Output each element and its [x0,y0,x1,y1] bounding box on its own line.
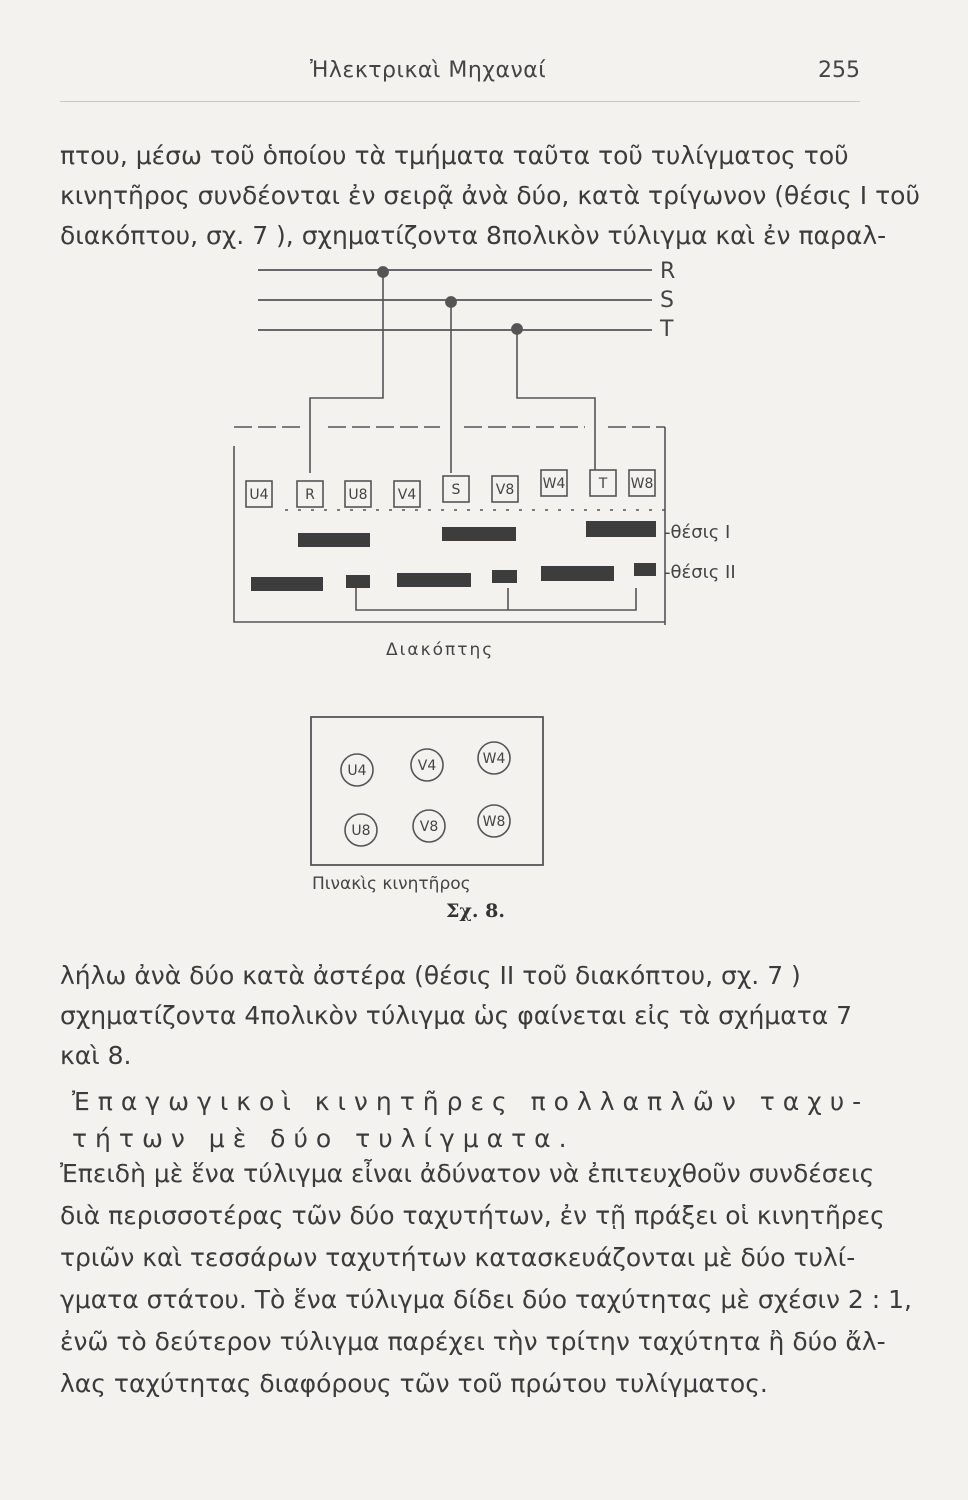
panel-terminal-w8: W8 [482,814,506,830]
contact-bar [298,533,370,547]
heading-line: τήτων μὲ δύο τυλίγματα. [72,1124,575,1153]
contact-bars [251,521,656,591]
section-heading [72,1083,872,1157]
terminal-w8: W8 [630,476,654,492]
wire-r [310,272,383,473]
motor-panel-box [311,717,543,865]
text-line: κινητῆρος συνδέονται ἐν σειρᾷ ἀνὰ δύο, κατὰ τρίγωνον (θέσις I τοῦ [60,181,920,210]
contact-bar [586,521,656,537]
paragraph-3 [60,1153,912,1405]
figure-caption: Σχ. 8. [446,900,505,922]
text-line: σχηματίζοντα 4πολικὸν τύλιγμα ὡς φαίνεται εἰς τὰ σχήματα 7 [60,1001,853,1030]
star-bridge [356,588,636,610]
text-line: λας ταχύτητας διαφόρους τῶν τοῦ πρώτου τυλίγματος. [60,1369,768,1398]
panel-terminal-u4: U4 [347,763,367,779]
contact-bar [442,527,516,541]
text-line: πτου, μέσω τοῦ ὁποίου τὰ τμήματα ταῦτα τοῦ τυλίγματος τοῦ [60,141,849,170]
panel-terminal-u8: U8 [351,823,371,839]
terminal-r: R [305,487,315,503]
terminal-u8: U8 [348,487,368,503]
contact-bar [492,570,517,583]
paragraph-2 [60,956,860,1076]
text-line: καὶ 8. [60,1041,132,1070]
panel-terminal-v8: V8 [419,819,439,835]
text-line: ἐνῶ τὸ δεύτερον τύλιγμα παρέχει τὴν τρίτην ταχύτητα ἢ δύο ἄλ- [60,1327,886,1356]
position-1-label: -θέσις I [664,522,731,543]
contact-bar [397,573,471,587]
terminal-s: S [451,482,461,498]
contact-bar [346,575,370,588]
text-line: γματα στάτου. Τὸ ἕνα τύλιγμα δίδει δύο ταχύτητας μὲ σχέσιν 2 : 1, [60,1285,912,1314]
running-title: Ἠλεκτρικαὶ Μηχαναί [310,58,547,83]
terminal-u4: U4 [249,487,269,503]
terminal-v4: V4 [397,487,417,503]
text-line: λήλω ἀνὰ δύο κατὰ ἀστέρα (θέσις II τοῦ διακόπτου, σχ. 7 ) [60,961,801,990]
wire-t [517,329,595,473]
heading-line: Ἐπαγωγικοὶ κινητῆρες πολλαπλῶν ταχυ- [72,1087,870,1116]
terminal-w4: W4 [542,476,566,492]
panel-terminal-v4: V4 [417,758,437,774]
text-line: διακόπτου, σχ. 7 ), σχηματίζοντα 8πολικὸν τύλιγμα καὶ ἐν παραλ- [60,221,887,250]
panel-terminal-w4: W4 [482,751,506,767]
switch-label: Διακόπτης [386,640,495,660]
contact-bar [541,566,614,581]
position-2-label: -θέσις II [664,562,736,583]
line-label-r: R [660,259,676,284]
contact-bar [634,563,656,576]
terminal-v8: V8 [495,482,515,498]
text-line: διὰ περισσοτέρας τῶν δύο ταχυτήτων, ἐν τῇ πράξει οἱ κινητῆρες [60,1201,885,1230]
text-line: Ἐπειδὴ μὲ ἕνα τύλιγμα εἶναι ἀδύνατον νὰ ἐπιτευχθοῦν συνδέσεις [60,1159,875,1188]
terminal-t: T [598,476,608,492]
contact-bar [251,577,323,591]
text-line: τριῶν καὶ τεσσάρων ταχυτήτων κατασκευάζονται μὲ δύο τυλί- [60,1243,856,1272]
panel-label: Πινακὶς κινητῆρος [312,874,471,894]
line-label-t: T [660,317,674,342]
line-label-s: S [660,288,674,313]
page-number: 255 [818,58,860,83]
supply-lines [258,267,652,334]
